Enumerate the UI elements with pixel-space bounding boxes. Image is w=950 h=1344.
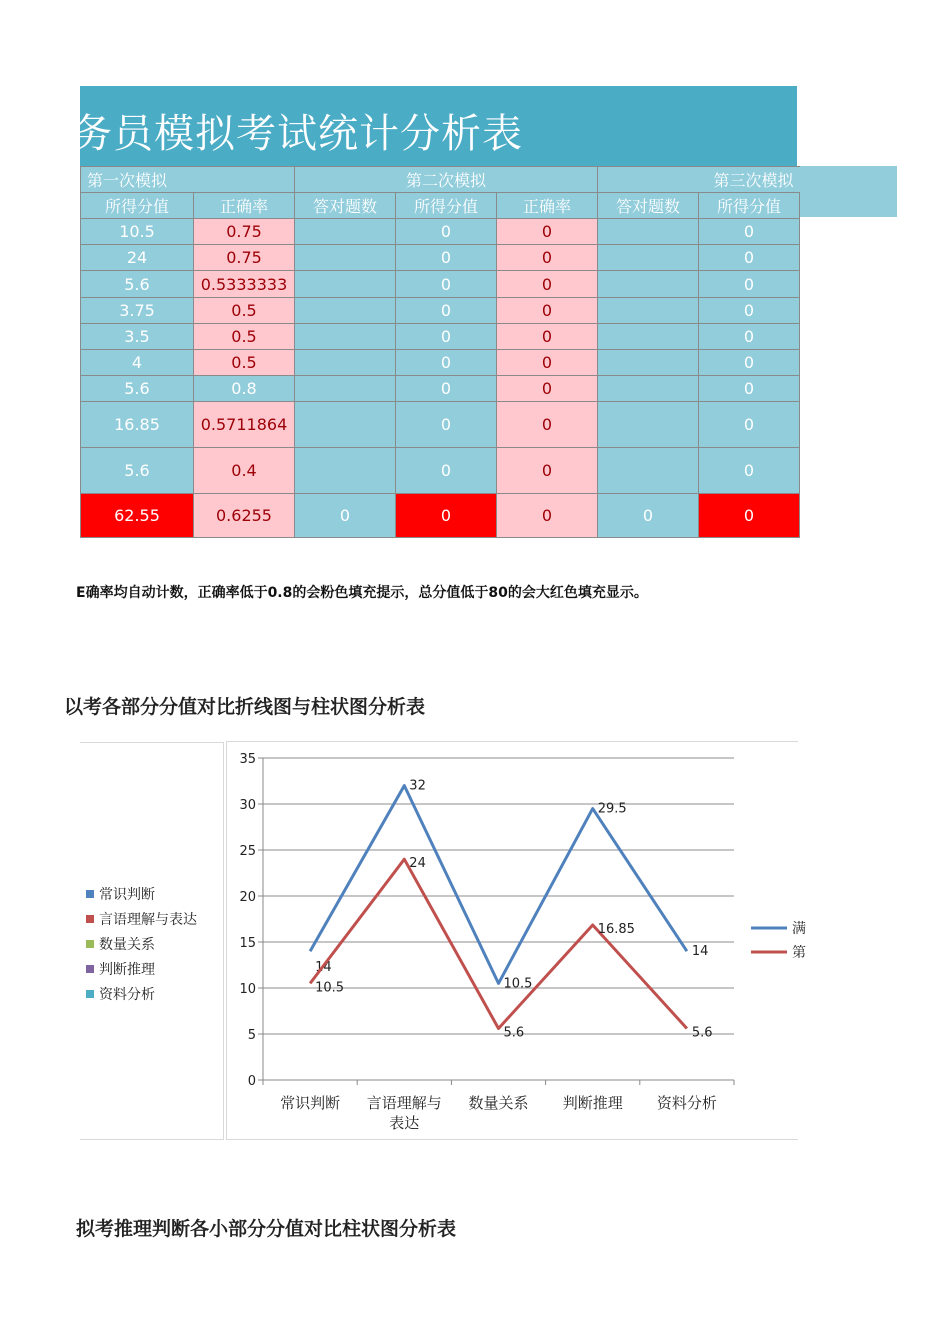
table-cell[interactable]: 0 — [396, 324, 497, 350]
table-cell[interactable] — [295, 245, 396, 271]
table-cell[interactable]: 0 — [497, 324, 598, 350]
legend-label: 判断推理 — [99, 962, 155, 978]
table-row — [81, 402, 800, 448]
group-header-row — [81, 167, 800, 193]
table-cell[interactable]: 16.85 — [81, 402, 194, 448]
table-row — [81, 448, 800, 494]
table-cell[interactable]: 0 — [699, 448, 800, 494]
table-cell[interactable] — [598, 350, 699, 376]
table-cell[interactable]: 0 — [497, 271, 598, 298]
series-line-1[interactable] — [310, 786, 687, 984]
table-cell[interactable] — [598, 298, 699, 324]
col-header-rate-1[interactable]: 正确率 — [194, 193, 295, 219]
legend-item-reasoning[interactable] — [86, 959, 155, 979]
data-label: 10.5 — [503, 976, 533, 992]
table-cell[interactable] — [295, 448, 396, 494]
table-cell[interactable]: 0 — [699, 219, 800, 245]
stats-table — [80, 166, 800, 538]
table-cell[interactable]: 3.75 — [81, 298, 194, 324]
table-row — [81, 219, 800, 245]
table-cell[interactable]: 0 — [396, 376, 497, 402]
table-row — [81, 245, 800, 271]
data-label: 16.85 — [597, 921, 635, 937]
legend-label-1: 满 — [792, 921, 806, 937]
data-label: 5.6 — [503, 1025, 525, 1041]
legend-swatch — [86, 940, 94, 948]
legend-item-quantitative[interactable] — [86, 934, 155, 954]
table-cell[interactable]: 24 — [81, 245, 194, 271]
col-header-rate-2[interactable]: 正确率 — [497, 193, 598, 219]
table-cell[interactable] — [295, 376, 396, 402]
note-text: E确率均自动计数，正确率低于0.8的会粉色填充提示，总分值低于80的会大红色填充显示。 — [76, 585, 648, 601]
table-cell[interactable] — [598, 376, 699, 402]
table-cell[interactable]: 4 — [81, 350, 194, 376]
table-cell[interactable] — [598, 324, 699, 350]
legend-panel — [80, 742, 224, 1140]
table-cell[interactable]: 0.5 — [194, 298, 295, 324]
table-cell[interactable]: 0.5333333 — [194, 271, 295, 298]
table-cell[interactable]: 0 — [699, 350, 800, 376]
y-tick-label: 35 — [239, 752, 256, 767]
data-label: 29.5 — [597, 801, 627, 817]
table-cell[interactable]: 0 — [396, 402, 497, 448]
table-cell[interactable]: 0 — [598, 494, 699, 538]
table-cell[interactable]: 0 — [497, 376, 598, 402]
col-header-score-1[interactable]: 所得分值 — [81, 193, 194, 219]
table-cell[interactable]: 0.5711864 — [194, 402, 295, 448]
table-cell[interactable] — [295, 402, 396, 448]
group-header-1[interactable]: 第一次模拟 — [81, 167, 295, 193]
y-tick-label: 20 — [239, 890, 256, 905]
data-label: 10.5 — [315, 980, 345, 996]
table-row — [81, 271, 800, 298]
line-chart-panel — [226, 741, 806, 1140]
table-cell[interactable]: 0 — [295, 494, 396, 538]
table-cell[interactable]: 0.8 — [194, 376, 295, 402]
table-cell[interactable]: 0 — [699, 494, 800, 538]
legend-label: 常识判断 — [99, 887, 155, 903]
table-row — [81, 298, 800, 324]
table-cell[interactable] — [295, 350, 396, 376]
col-header-correct-2[interactable]: 答对题数 — [295, 193, 396, 219]
series-line-2[interactable] — [310, 859, 687, 1028]
table-cell[interactable]: 0.75 — [194, 245, 295, 271]
section-title-bar-chart: 拟考推理判断各小部分分值对比柱状图分析表 — [76, 1218, 457, 1240]
legend-swatch — [86, 915, 94, 923]
legend-swatch — [86, 890, 94, 898]
table-cell[interactable]: 0 — [396, 219, 497, 245]
y-tick-label: 25 — [239, 844, 256, 859]
table-cell[interactable]: 0 — [699, 245, 800, 271]
table-cell[interactable] — [598, 245, 699, 271]
table-cell[interactable]: 0.6255 — [194, 494, 295, 538]
legend-label: 资料分析 — [99, 987, 155, 1003]
y-tick-label: 10 — [239, 982, 256, 997]
table-cell[interactable]: 0 — [396, 271, 497, 298]
x-tick-label: 常识判断 — [280, 1094, 341, 1112]
data-label: 24 — [409, 856, 426, 872]
table-cell[interactable]: 0 — [497, 494, 598, 538]
table-row — [81, 324, 800, 350]
table-cell[interactable]: 3.5 — [81, 324, 194, 350]
total-row — [81, 494, 800, 538]
table-cell[interactable]: 5.6 — [81, 376, 194, 402]
x-tick-label: 言语理解与 — [366, 1094, 442, 1112]
legend-swatch — [86, 990, 94, 998]
table-row — [81, 376, 800, 402]
y-tick-label: 15 — [239, 936, 256, 951]
table-cell[interactable]: 0 — [699, 298, 800, 324]
table-cell[interactable]: 0 — [396, 448, 497, 494]
table-cell[interactable]: 0 — [396, 245, 497, 271]
table-cell[interactable] — [598, 271, 699, 298]
table-cell[interactable]: 0 — [497, 245, 598, 271]
line-chart[interactable] — [227, 742, 806, 1139]
table-cell[interactable]: 0 — [396, 298, 497, 324]
table-cell[interactable]: 0 — [699, 271, 800, 298]
legend-label: 言语理解与表达 — [99, 912, 197, 928]
x-tick-label: 数量关系 — [468, 1094, 529, 1112]
y-tick-label: 0 — [247, 1074, 256, 1089]
table-cell[interactable]: 0 — [497, 219, 598, 245]
x-tick-label-continued: 表达 — [389, 1114, 420, 1132]
col-header-correct-3[interactable]: 答对题数 — [598, 193, 699, 219]
table-cell[interactable]: 0 — [497, 350, 598, 376]
x-tick-label: 资料分析 — [656, 1094, 717, 1112]
table-cell[interactable] — [295, 271, 396, 298]
legend-item-verbal[interactable] — [86, 909, 197, 929]
table-cell[interactable]: 10.5 — [81, 219, 194, 245]
table-row — [81, 350, 800, 376]
group-header-3[interactable]: 第三次模拟 — [598, 167, 800, 193]
header-overflow-fill — [797, 166, 897, 217]
data-label: 5.6 — [691, 1025, 713, 1041]
col-header-score-2[interactable]: 所得分值 — [396, 193, 497, 219]
table-cell[interactable] — [295, 298, 396, 324]
table-cell[interactable] — [598, 219, 699, 245]
table-cell[interactable]: 0 — [396, 494, 497, 538]
section-title-line-chart: 以考各部分分值对比折线图与柱状图分析表 — [64, 696, 426, 718]
group-header-2[interactable]: 第二次模拟 — [295, 167, 598, 193]
table-cell[interactable]: 0 — [396, 350, 497, 376]
table-cell[interactable] — [598, 448, 699, 494]
y-tick-label: 5 — [247, 1028, 256, 1043]
table-cell[interactable] — [598, 402, 699, 448]
y-tick-label: 30 — [239, 798, 256, 813]
table-cell[interactable]: 5.6 — [81, 448, 194, 494]
legend-label-2: 第 — [792, 945, 806, 961]
table-cell[interactable]: 62.55 — [81, 494, 194, 538]
table-cell[interactable]: 5.6 — [81, 271, 194, 298]
legend-label: 数量关系 — [99, 937, 155, 953]
title-band — [72, 86, 797, 166]
page-title: 务员模拟考试统计分析表 — [72, 111, 523, 157]
table-cell[interactable]: 0 — [699, 376, 800, 402]
table-cell[interactable]: 0.5 — [194, 324, 295, 350]
x-tick-label: 判断推理 — [562, 1094, 623, 1112]
data-label: 14 — [691, 944, 709, 960]
table-cell[interactable] — [295, 219, 396, 245]
table-cell[interactable]: 0.75 — [194, 219, 295, 245]
table-cell[interactable]: 0 — [699, 324, 800, 350]
col-header-score-3[interactable]: 所得分值 — [699, 193, 800, 219]
legend-item-data-analysis[interactable] — [86, 984, 155, 1004]
legend-swatch — [86, 965, 94, 973]
table-cell[interactable]: 0.5 — [194, 350, 295, 376]
table-cell[interactable]: 0.4 — [194, 448, 295, 494]
legend-item-common-sense[interactable] — [86, 884, 155, 904]
table-cell[interactable]: 0 — [497, 402, 598, 448]
table-cell[interactable]: 0 — [497, 448, 598, 494]
data-label: 32 — [409, 778, 426, 794]
table-cell[interactable]: 0 — [699, 402, 800, 448]
column-header-row — [81, 193, 800, 219]
table-cell[interactable]: 0 — [497, 298, 598, 324]
data-label: 14 — [315, 960, 332, 976]
table-cell[interactable] — [295, 324, 396, 350]
